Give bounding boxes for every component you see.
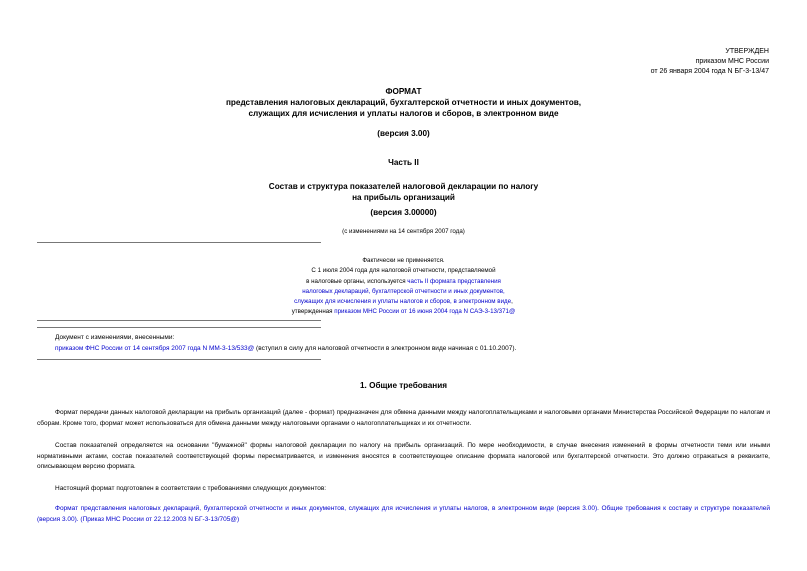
subtitle-version: (версия 3.00000) (370, 208, 437, 217)
divider (37, 327, 321, 328)
subtitle-line-2: на прибыль организаций (352, 193, 455, 202)
notice-approved-text: утвержденная (291, 308, 335, 316)
paragraph-link (37, 504, 770, 525)
title-line-2: представления налоговых деклараций, бухгалтерской отчетности и иных документов, (225, 98, 582, 107)
title-line-1: ФОРМАТ (385, 87, 422, 96)
notice-format-link-cont[interactable]: налоговых деклараций, бухгалтерской отчетности и иных документов, (302, 287, 505, 295)
notice-line-4 (200, 287, 607, 297)
changes-line (55, 344, 516, 355)
paragraph: Настоящий формат подготовлен в соответствии с требованиями следующих документов: (55, 485, 327, 492)
changes-label: Документ с изменениями, внесенными: (55, 334, 175, 341)
divider (37, 359, 321, 360)
part-heading: Часть II (388, 158, 419, 167)
notice-line-1: Фактически не применяется. (362, 257, 445, 264)
notice-comma: , (511, 298, 513, 306)
notice-block (200, 256, 607, 318)
divider (37, 242, 321, 243)
approval-line-1: УТВЕРЖДЕН (725, 48, 769, 55)
paragraph: Состав показателей определяется на основании "бумажной" формы налоговой декларации по налогу на прибыль организаций. По мере необходимости, в случае внесения изменений в формы отчетности теми или иными нормативными актами, состав показателей соответствующей формы пересматривается, и изменения вносятся в соответствующее описание формата налоговой или бухгалтерской отчетности. Это должно отражаться в реквизите, описывающем версию формата. (37, 442, 770, 470)
notice-line-2: С 1 июля 2004 года для налоговой отчетности, представляемой (311, 267, 496, 275)
notice-text: в налоговые органы, используется (306, 277, 408, 285)
approval-block (651, 47, 769, 77)
format-requirements-link[interactable]: Формат представления налоговых деклараций, бухгалтерской отчетности и иных документов, служащих для исчисления и уплаты налогов, в электронном виде (версия 3.00). Общие требования к составу и структуре показателей (версия 3.00). (Приказ МНС России от 22.12.2003 N БГ-3-13/705@) (37, 505, 770, 523)
section-title: 1. Общие требования (359, 381, 448, 390)
changes-order-link[interactable]: приказом ФНС России от 14 сентября 2007 года N ММ-3-13/533@ (55, 344, 255, 352)
document-changes (55, 333, 516, 354)
notice-format-link-end[interactable]: служащих для исчисления и уплаты налогов и сборов, в электронном виде (294, 298, 512, 306)
notice-order-link[interactable]: приказом МНС России от 16 июня 2004 года N САЭ-3-13/371@ (334, 308, 516, 316)
changes-effective-text: (вступил в силу для налоговой отчетности в электронном виде начиная с 01.10.2007). (254, 344, 517, 352)
notice-line-3 (200, 277, 607, 287)
paragraph: Формат передачи данных налоговой декларации на прибыль организаций (далее - формат) предназначен для обмена данными между налогоплательщиками и налоговыми органами Министерства Российской Федерации по налогам и сборам. Кроме того, формат может использоваться для обмена данными между налоговыми органами о налогоплательщиках и их отчетности. (37, 409, 770, 427)
changes-note: (с изменениями на 14 сентября 2007 года) (342, 228, 465, 235)
title-line-3: служащих для исчисления и уплаты налогов и сборов, в электронном виде (248, 109, 559, 118)
notice-line-5 (200, 297, 607, 307)
document-title (0, 86, 807, 119)
notice-line-6 (200, 307, 607, 317)
title-version: (версия 3.00) (377, 129, 430, 138)
subtitle (0, 181, 807, 203)
notice-format-link[interactable]: часть II формата представления (407, 277, 501, 285)
divider (37, 320, 321, 321)
approval-line-3: от 26 января 2004 года N БГ-3-13/47 (650, 68, 769, 75)
approval-line-2: приказом МНС России (695, 58, 769, 65)
subtitle-line-1: Состав и структура показателей налоговой декларации по налогу (268, 182, 539, 191)
